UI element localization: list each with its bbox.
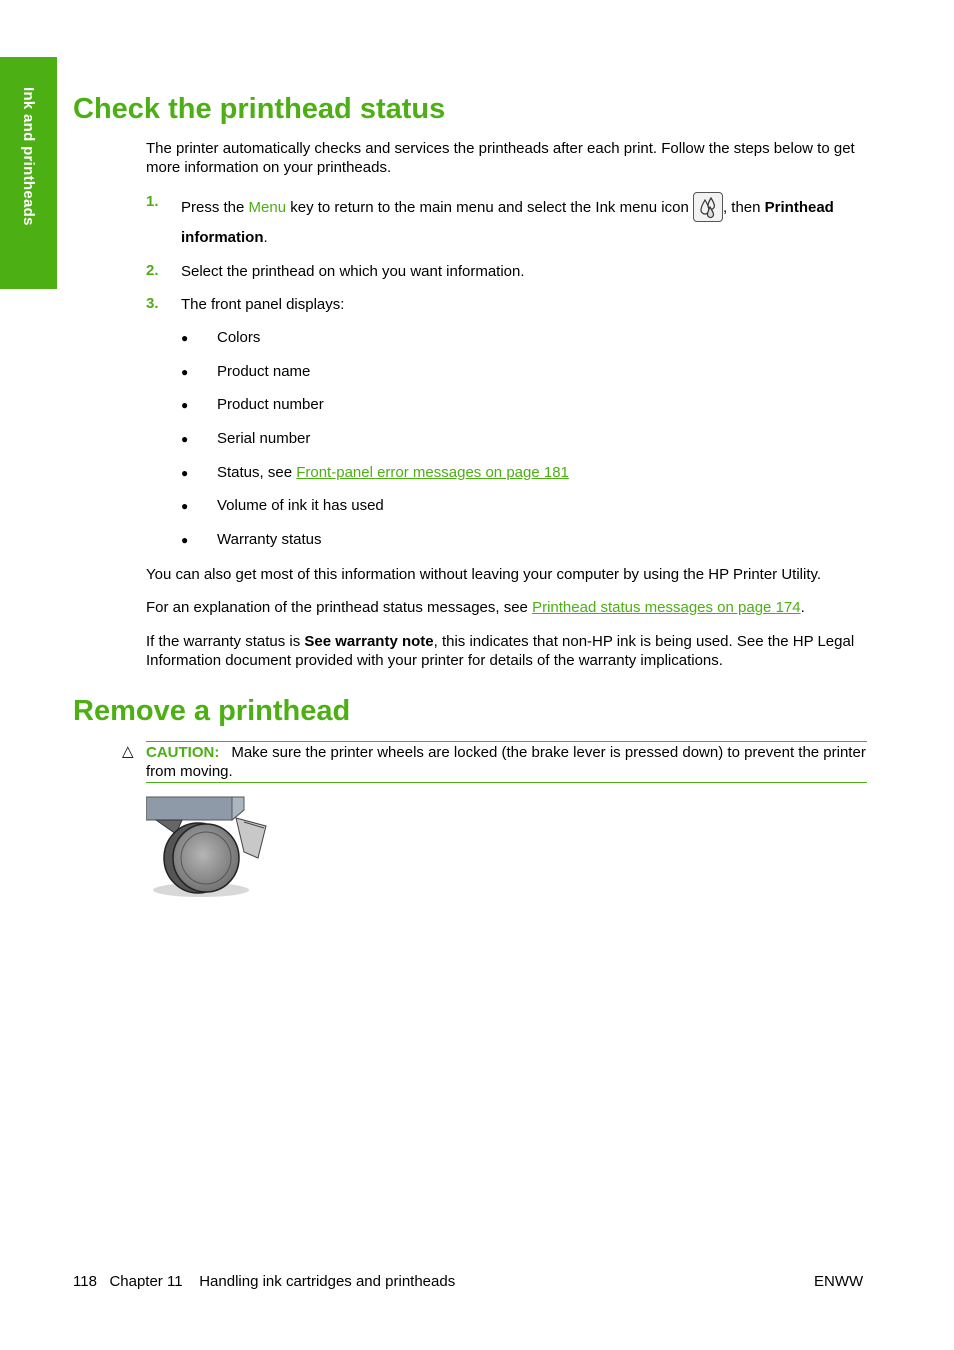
footer-left: [73, 1273, 455, 1290]
printhead-status-messages-link[interactable]: Printhead status messages on page 174: [532, 599, 801, 616]
list-item-colors: Colors: [217, 329, 261, 346]
bullet-icon: ●: [181, 398, 189, 412]
list-item-warranty: Warranty status: [217, 531, 322, 548]
step-3: The front panel displays:: [181, 296, 345, 313]
bullet-icon: ●: [181, 466, 189, 480]
step-number-1: 1.: [146, 193, 159, 210]
step-1: Press the Menu key to return to the main menu and select the Ink menu icon , then Printhead information.: [181, 193, 871, 252]
section-title-check-printhead-status: Check the printhead status: [73, 93, 446, 125]
caution-label: CAUTION:: [146, 744, 220, 761]
list-item-status: Status, see Front-panel error messages on page 181: [217, 464, 569, 481]
bullet-icon: ●: [181, 533, 189, 547]
utility-paragraph: You can also get most of this information without leaving your computer by using the HP Printer Utility.: [146, 566, 822, 583]
side-tab: [0, 57, 57, 289]
bullet-icon: ●: [181, 331, 189, 345]
section-title-remove-printhead: Remove a printhead: [73, 695, 351, 727]
caution-text: CAUTION: Make sure the printer wheels are locked (the brake lever is pressed down) to prevent the printer from moving.: [146, 744, 866, 780]
footer-right: ENWW: [814, 1273, 864, 1290]
footer-chapter-title: Handling ink cartridges and printheads: [199, 1273, 456, 1290]
list-item-product-name: Product name: [217, 363, 311, 380]
explanation-paragraph: For an explanation of the printhead status messages, see Printhead status messages on page 174.: [146, 599, 805, 616]
page-number: 118: [73, 1273, 97, 1290]
list-item-serial-number: Serial number: [217, 430, 311, 447]
warranty-paragraph: If the warranty status is See warranty note, this indicates that non-HP ink is being used. See the HP Legal Information document provided with your printer for details of the warranty implications.: [146, 633, 855, 669]
ink-menu-icon: [693, 192, 723, 222]
front-panel-error-messages-link[interactable]: Front-panel error messages on page 181: [296, 464, 569, 481]
side-tab-label: Ink and printheads: [20, 87, 37, 226]
step-2: Select the printhead on which you want information.: [181, 263, 525, 280]
caution-icon: △: [122, 743, 134, 760]
list-item-product-number: Product number: [217, 396, 324, 413]
menu-key: Menu: [248, 199, 287, 216]
footer-chapter: Chapter 11: [109, 1273, 183, 1290]
list-item-volume: Volume of ink it has used: [217, 497, 384, 514]
bullet-icon: ●: [181, 365, 189, 379]
printer-wheel-illustration: [146, 796, 270, 900]
bullet-icon: ●: [181, 432, 189, 446]
bullet-icon: ●: [181, 499, 189, 513]
intro-paragraph: The printer automatically checks and services the printheads after each print. Follow the steps below to get more information on your printheads.: [146, 140, 855, 176]
step-number-3: 3.: [146, 295, 159, 312]
step-number-2: 2.: [146, 262, 159, 279]
